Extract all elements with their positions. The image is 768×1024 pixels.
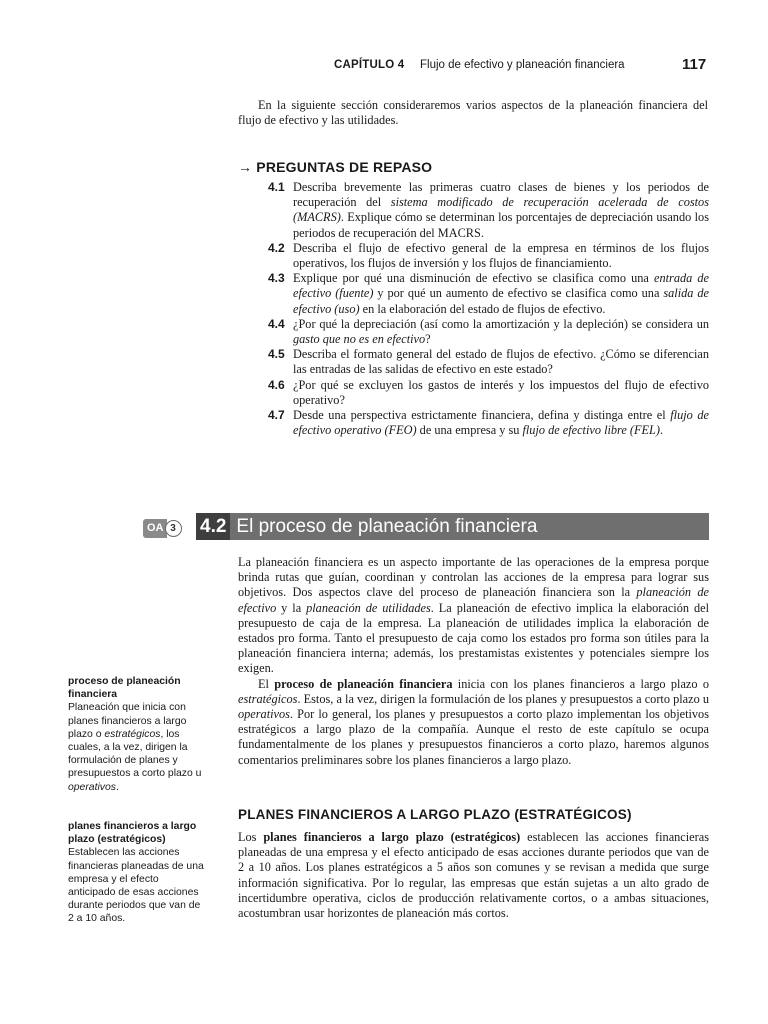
- review-question: 4.3 Explique por qué una disminución de efectivo se clasifica como una entrada de efectivo (fuente) y por qué un aumento de efectivo se clasifica como una salida de efectivo (uso) en la elaboración del estado de flujos de efectivo.: [268, 271, 710, 316]
- subsection-body: [238, 830, 709, 921]
- oa-number: 3: [165, 520, 182, 537]
- glossary-term: proceso de planeación financiera: [68, 676, 181, 701]
- section-body: [238, 555, 709, 768]
- question-number: 4.1: [268, 180, 285, 194]
- learning-objective-badge: [143, 519, 182, 538]
- body-paragraph: El proceso de planeación financiera inicia con los planes financieros a largo plazo o estratégicos. Estos, a la vez, dirigen la formulación de los planes y presupuestos a corto plazo u operativos. Por lo general, los planes y presupuestos a corto plazo implementan los objetivos estratégicos a largo plazo de la compañía. Aunque el resto de este capítulo se ocupa fundamentalmente de los planes y presupuestos financieros a corto plazo, haremos algunos comentarios preliminares sobre los planes financieros a largo plazo.: [238, 676, 709, 767]
- question-number: 4.7: [268, 408, 285, 423]
- page-number: 117: [682, 56, 707, 73]
- question-number: 4.2: [268, 240, 285, 255]
- question-number: 4.6: [268, 377, 285, 392]
- glossary-entry: [68, 820, 208, 926]
- intro-paragraph: [238, 98, 708, 128]
- question-number: 4.3: [268, 271, 285, 286]
- body-paragraph: Los planes financieros a largo plazo (estratégicos) establecen las acciones financieras planeadas de una empresa y el efecto anticipado de esas acciones durante periodos que van de 2 a 10 años. Los planes estratégicos a 5 años son comunes y se revisan a medida que surge información significativa. Por lo regular, las empresas que están sujetas a un alto grado de incertidumbre operativa, ciclos de producción relativamente cortos, o a ambas situaciones, acostumbran usar horizontes de planeación más cortos.: [238, 830, 709, 921]
- glossary-entry: [68, 675, 208, 794]
- review-heading: → PREGUNTAS DE REPASO: [238, 159, 433, 175]
- review-question: 4.4 ¿Por qué la depreciación (así como la amortización y la depleción) se considera un gasto que no es en efectivo?: [268, 316, 709, 347]
- review-question: 4.1 Describa brevemente las primeras cuatro clases de bienes y los periodos de recuperación del sistema modificado de recuperación acelerada de costos (MACRS). Explique cómo se determinan los porcentajes de depreciación usando los periodos de recuperación del MACRS.: [268, 180, 709, 240]
- review-question: 4.7 Desde una perspectiva estrictamente financiera, defina y distinga entre el flujo de efectivo operativo (FEO) de una empresa y su flujo de efectivo libre (FEL).: [268, 408, 709, 438]
- glossary-definition: Planeación que inicia con planes financieros a largo plazo o estratégicos, los cuales, a la vez, dirigen la formulación de planes y presupuestos a corto plazo u operativos.: [68, 702, 202, 793]
- subsection-heading: PLANES FINANCIEROS A LARGO PLAZO (ESTRATÉGICOS): [238, 807, 632, 822]
- review-questions: [268, 180, 709, 438]
- header-title: Flujo de efectivo y planeación financiera: [420, 59, 625, 71]
- review-question: 4.5 Describa el formato general del estado de flujos de efectivo. ¿Cómo se diferencian las entradas de las salidas de efectivo en este estado?: [268, 347, 709, 377]
- oa-label: OA: [143, 519, 167, 538]
- glossary-term: planes financieros a largo plazo (estratégicos): [68, 821, 197, 846]
- section-title: El proceso de planeación financiera: [236, 515, 538, 537]
- section-header: [196, 513, 709, 540]
- header-chapter: CAPÍTULO 4: [334, 59, 405, 71]
- intro-text: En la siguiente sección consideraremos varios aspectos de la planeación financiera del flujo de efectivo y las utilidades.: [238, 98, 708, 128]
- glossary-definition: Establecen las acciones financieras planeadas de una empresa y el efecto anticipado de esas acciones durante periodos que van de 2 a 10 años.: [68, 847, 204, 925]
- question-number: 4.5: [268, 347, 285, 362]
- review-question: 4.6 ¿Por qué se excluyen los gastos de interés y los impuestos del flujo de efectivo operativo?: [268, 377, 709, 407]
- body-paragraph: La planeación financiera es un aspecto importante de las operaciones de la empresa porque brinda rutas que guían, coordinan y controlan las acciones de la empresa para lograr sus objetivos. Dos aspectos clave del proceso de planeación financiera son la planeación de efectivo y la planeación de utilidades. La planeación de efectivo implica la elaboración del presupuesto de caja de la empresa. La planeación de utilidades implica la elaboración de estados pro forma. Tanto el presupuesto de caja como los estados pro forma son útiles para la planeación financiera interna; además, los prestamistas existentes y potenciales siempre los exigen.: [238, 555, 709, 676]
- section-number: 4.2: [196, 513, 230, 540]
- review-question: 4.2 Describa el flujo de efectivo general de la empresa en términos de los flujos operativos, los flujos de inversión y los flujos de financiamiento.: [268, 240, 709, 271]
- question-number: 4.4: [268, 316, 285, 331]
